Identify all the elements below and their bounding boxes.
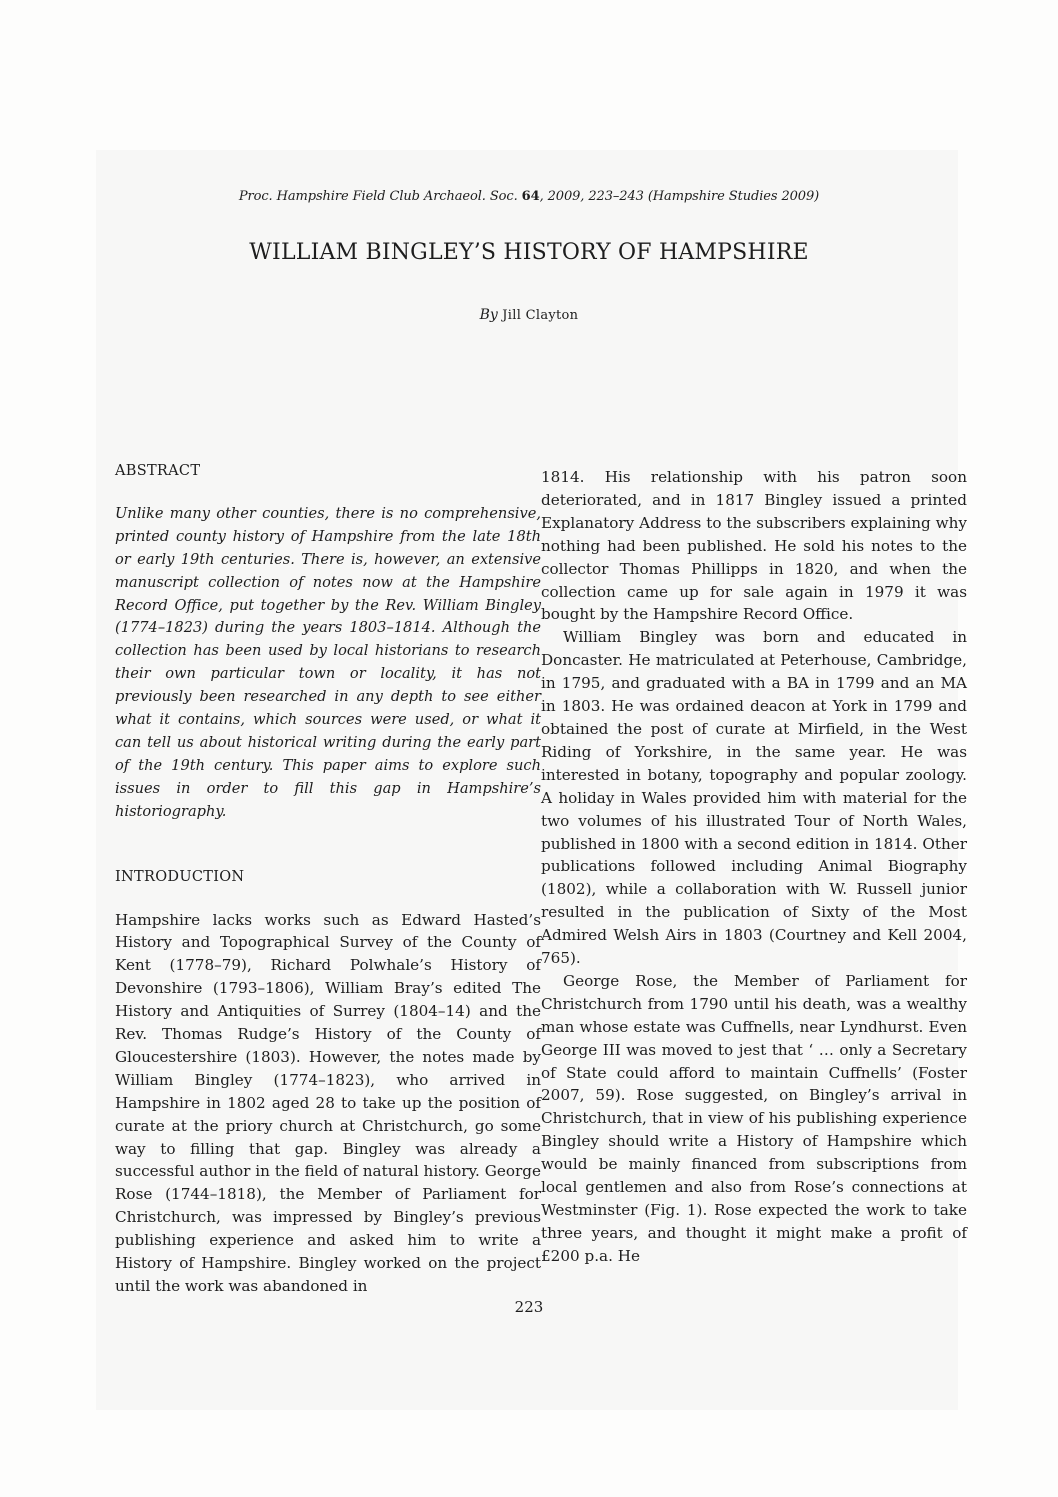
introduction-paragraph-1: Hampshire lacks works such as Edward Hasted’s History and Topographical Survey of the County of Kent (1778–79), Richard Polwhale’s History of Devonshire (1793–1806), William Bray’s edited The History and Antiquities of Surrey (1804–14) and the Rev. Thomas Rudge’s History of the County of Gloucestershire (1803). However, the notes made by William Bingley (1774–1823), who arrived in Hampshire in 1802 aged 28 to take up the position of curate at the priory church at Christchurch, go some way to filling that gap. Bingley was already a successful author in the field of natural history. George Rose (1744–1818), the Member of Parliament for Christchurch, was impressed by Bingley’s previous publishing experience and asked him to write a History of Hampshire. Bingley worked on the project until the work was abandoned in (115, 910, 541, 1295)
journal-volume: 64 (521, 189, 540, 204)
journal-details: , 2009, 223–243 (Hampshire Studies 2009) (539, 189, 820, 204)
page-number: 223 (514, 1298, 544, 1316)
byline (0, 307, 1058, 323)
abstract-heading: ABSTRACT (115, 463, 201, 479)
journal-name: Proc. Hampshire Field Club Archaeol. Soc. (238, 189, 518, 204)
left-column (115, 460, 541, 1298)
right-paragraph-1: 1814. His relationship with his patron soon deteriorated, and in 1817 Bingley issued a printed Explanatory Address to the subscribers explaining why nothing had been published. He sold his notes to the collector Thomas Phillipps in 1820, and when the collection came up for sale again in 1979 it was bought by the Hampshire Record Office. (541, 468, 967, 624)
introduction-heading: INTRODUCTION (115, 868, 245, 885)
byline-by: By (479, 307, 498, 323)
author-name: Jill Clayton (502, 308, 579, 323)
right-paragraph-2: William Bingley was born and educated in Doncaster. He matriculated at Peterhouse, Cambridge, in 1795, and graduated with a BA in 1799 and an MA in 1803. He was ordained deacon at York in 1799 and obtained the post of curate at Mirfield, in the West Riding of Yorkshire, in the same year. He was interested in botany, topography and popular zoology. A holiday in Wales provided him with material for the two volumes of his illustrated Tour of North Wales, published in 1800 with a second edition in 1814. Other publications followed including Animal Biography (1802), while a collaboration with W. Russell junior resulted in the publication of Sixty of the Most Admired Welsh Airs in 1803 (Courtney and Kell 2004, 765). (541, 628, 967, 968)
right-paragraph-3: George Rose, the Member of Parliament for Christchurch from 1790 until his death, was a wealthy man whose estate was Cuffnells, near Lyndhurst. Even George III was moved to jest that ‘ … only a Secretary of State could afford to maintain Cuffnells’ (Foster 2007, 59). Rose suggested, on Bingley’s arrival in Christchurch, that in view of his publishing experience Bingley should write a History of Hampshire which would be mainly financed from subscriptions from local gentlemen and also from Rose’s connections at Westminster (Fig. 1). Rose expected the work to take three years, and thought it might make a profit of £200 p.a. He (541, 971, 967, 1265)
running-header (0, 189, 1058, 204)
article-title: WILLIAM BINGLEY’S HISTORY OF HAMPSHIRE (249, 240, 809, 265)
abstract-text: Unlike many other counties, there is no comprehensive, printed county history of Hampshire from the late 18th or early 19th centuries. There is, however, an extensive manuscript collection of notes now at the Hampshire Record Office, put together by the Rev. William Bingley (1774–1823) during the years 1803–1814. Although the collection has been used by local historians to research their own particular town or locality, it has not previously been researched in any depth to see either what it contains, which sources were used, or what it can tell us about historical writing during the early part of the 19th century. This paper aims to explore such issues in order to fill this gap in Hampshire’s historiography. (115, 504, 541, 820)
right-column (541, 466, 967, 1268)
